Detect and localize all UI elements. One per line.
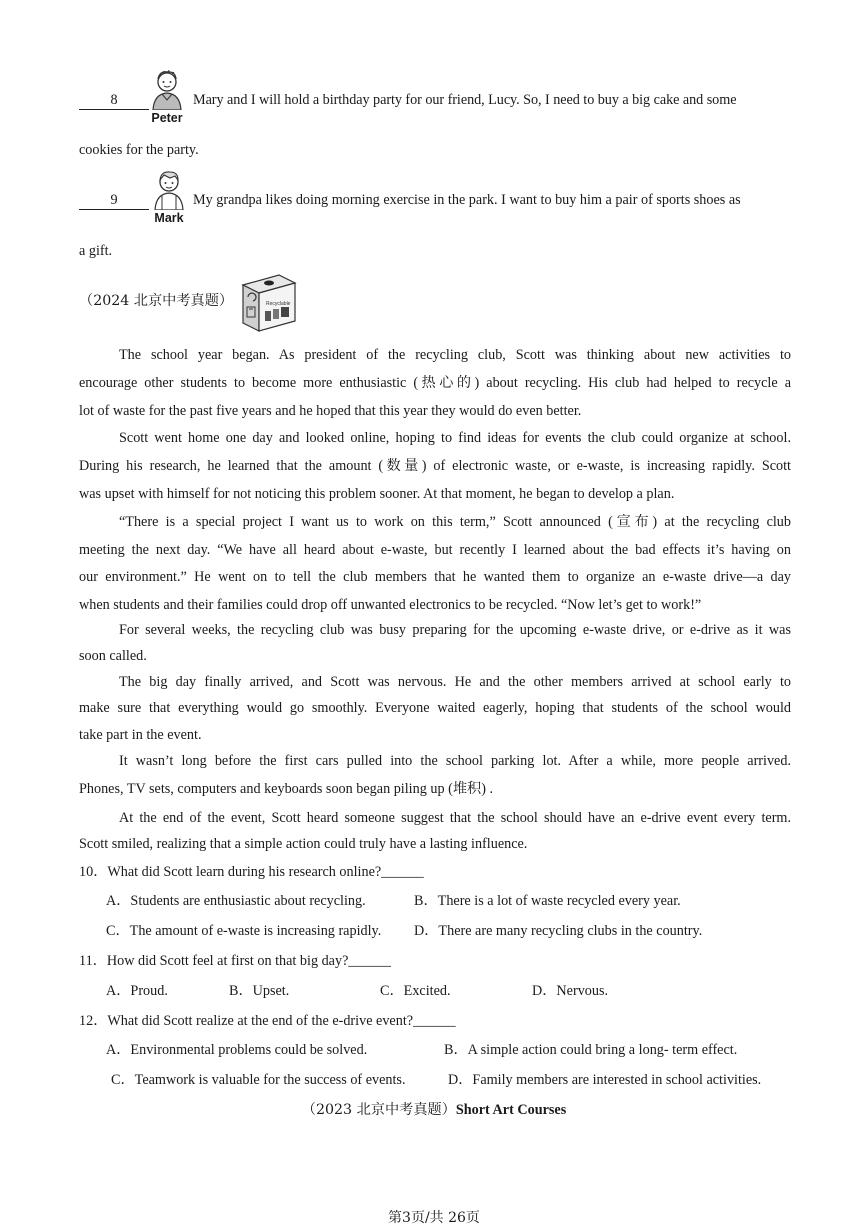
peter-illustration: [146, 70, 188, 126]
question-12-option-d[interactable]: D．Family members are interested in school activities.: [448, 1072, 762, 1088]
question-12-stem: 12．What did Scott realize at the end of the e-drive event?______: [79, 1013, 456, 1029]
question-11-option-c[interactable]: C．Excited.: [380, 983, 451, 999]
item-8-line1: 8 Mary and I will hold a birthday party for our friend, Lucy. So, I need to buy a big cake and some: [79, 91, 791, 110]
passage-line-1: The school year began. As president of the recycling club, Scott was thinking about new activities to: [119, 347, 791, 363]
passage-line-7: “There is a special project I want us to work on this term,” Scott announced (宣布) at the recycling club: [119, 514, 791, 530]
question-10-option-c[interactable]: C．The amount of e-waste is increasing rapidly.: [106, 923, 382, 939]
section-2023-heading: [0, 1101, 868, 1119]
passage-line-2: encourage other students to become more enthusiastic (热心的) about recycling. His club had helped to recycle a: [79, 375, 791, 391]
question-11-option-b[interactable]: B．Upset.: [229, 983, 290, 999]
item-9-line1: 9 My grandpa likes doing morning exercise in the park. I want to buy him a pair of sports shoes as: [79, 191, 791, 210]
question-10-stem: 10．What did Scott learn during his research online?______: [79, 864, 424, 880]
answer-blank-9[interactable]: 9: [79, 191, 149, 210]
answer-blank-8[interactable]: 8: [79, 91, 149, 110]
passage-line-15: take part in the event.: [79, 727, 202, 743]
passage-line-10: when students and their families could drop off unwanted electronics to be recycled. “Now let’s get to work!”: [79, 597, 702, 613]
boy-icon: [148, 170, 190, 210]
question-11-option-d[interactable]: D．Nervous.: [532, 983, 609, 999]
passage-line-17: Phones, TV sets, computers and keyboards soon began piling up (堆积) .: [79, 781, 494, 797]
section-2023-label: （2023 北京中考真题）: [301, 1102, 456, 1118]
passage-line-19: Scott smiled, realizing that a simple action could truly have a lasting influence.: [79, 836, 528, 852]
question-11-stem: 11．How did Scott feel at first on that big day?______: [79, 953, 391, 969]
item-9-line2: a gift.: [79, 243, 113, 259]
passage-line-13: The big day finally arrived, and Scott was nervous. He and the other members arrived at school early to: [119, 674, 791, 690]
question-12-option-a[interactable]: A．Environmental problems could be solved.: [106, 1042, 368, 1058]
passage-line-9: our environment.” He went on to tell the club members that he wanted them to organize an e-waste drive—a day: [79, 569, 791, 585]
section-2023-title: Short Art Courses: [455, 1102, 567, 1118]
bin-label: Recyclable: [266, 301, 291, 307]
passage-line-11: For several weeks, the recycling club was busy preparing for the upcoming e-waste drive, or e-drive as it was: [119, 622, 791, 638]
section-2024-label: （2024 北京中考真题）: [79, 293, 234, 309]
recycle-bin-icon: [239, 271, 299, 333]
question-10-option-a[interactable]: A．Students are enthusiastic about recycling.: [106, 893, 366, 909]
passage-line-3: lot of waste for the past five years and he hoped that this year they would do even better.: [79, 403, 582, 419]
passage-line-8: meeting the next day. “We have all heard about e-waste, but recently I learned about the bad effects it’s having on: [79, 542, 791, 558]
peter-label: Peter: [151, 111, 183, 125]
passage-line-16: It wasn’t long before the first cars pulled into the school parking lot. After a while, more people arrived.: [119, 753, 791, 769]
passage-line-4: Scott went home one day and looked online, hoping to find ideas for events the club could organize at school.: [119, 430, 791, 446]
question-12-option-b[interactable]: B．A simple action could bring a long- term effect.: [444, 1042, 738, 1058]
passage-line-18: At the end of the event, Scott heard someone suggest that the school should have an e-drive event every term.: [119, 810, 791, 826]
passage-line-5: During his research, he learned that the amount (数量) of electronic waste, or e-waste, is increasing rapidly. Scott: [79, 458, 791, 474]
boy-icon: [146, 70, 188, 110]
passage-line-6: was upset with himself for not noticing this problem sooner. At that moment, he began to develop a plan.: [79, 486, 675, 502]
page-footer: 第3页/共 26页: [388, 1210, 480, 1226]
passage-line-14: make sure that everything would go smoothly. Everyone waited eagerly, hoping that students of the school would: [79, 700, 791, 716]
question-12-option-c[interactable]: C．Teamwork is valuable for the success of events.: [111, 1072, 406, 1088]
question-11-option-a[interactable]: A．Proud.: [106, 983, 168, 999]
mark-illustration: [148, 170, 190, 226]
item-8-line2: cookies for the party.: [79, 142, 199, 158]
mark-label: Mark: [154, 211, 184, 225]
passage-line-12: soon called.: [79, 648, 147, 664]
question-10-option-b[interactable]: B．There is a lot of waste recycled every year.: [414, 893, 681, 909]
question-10-option-d[interactable]: D．There are many recycling clubs in the country.: [414, 923, 703, 939]
